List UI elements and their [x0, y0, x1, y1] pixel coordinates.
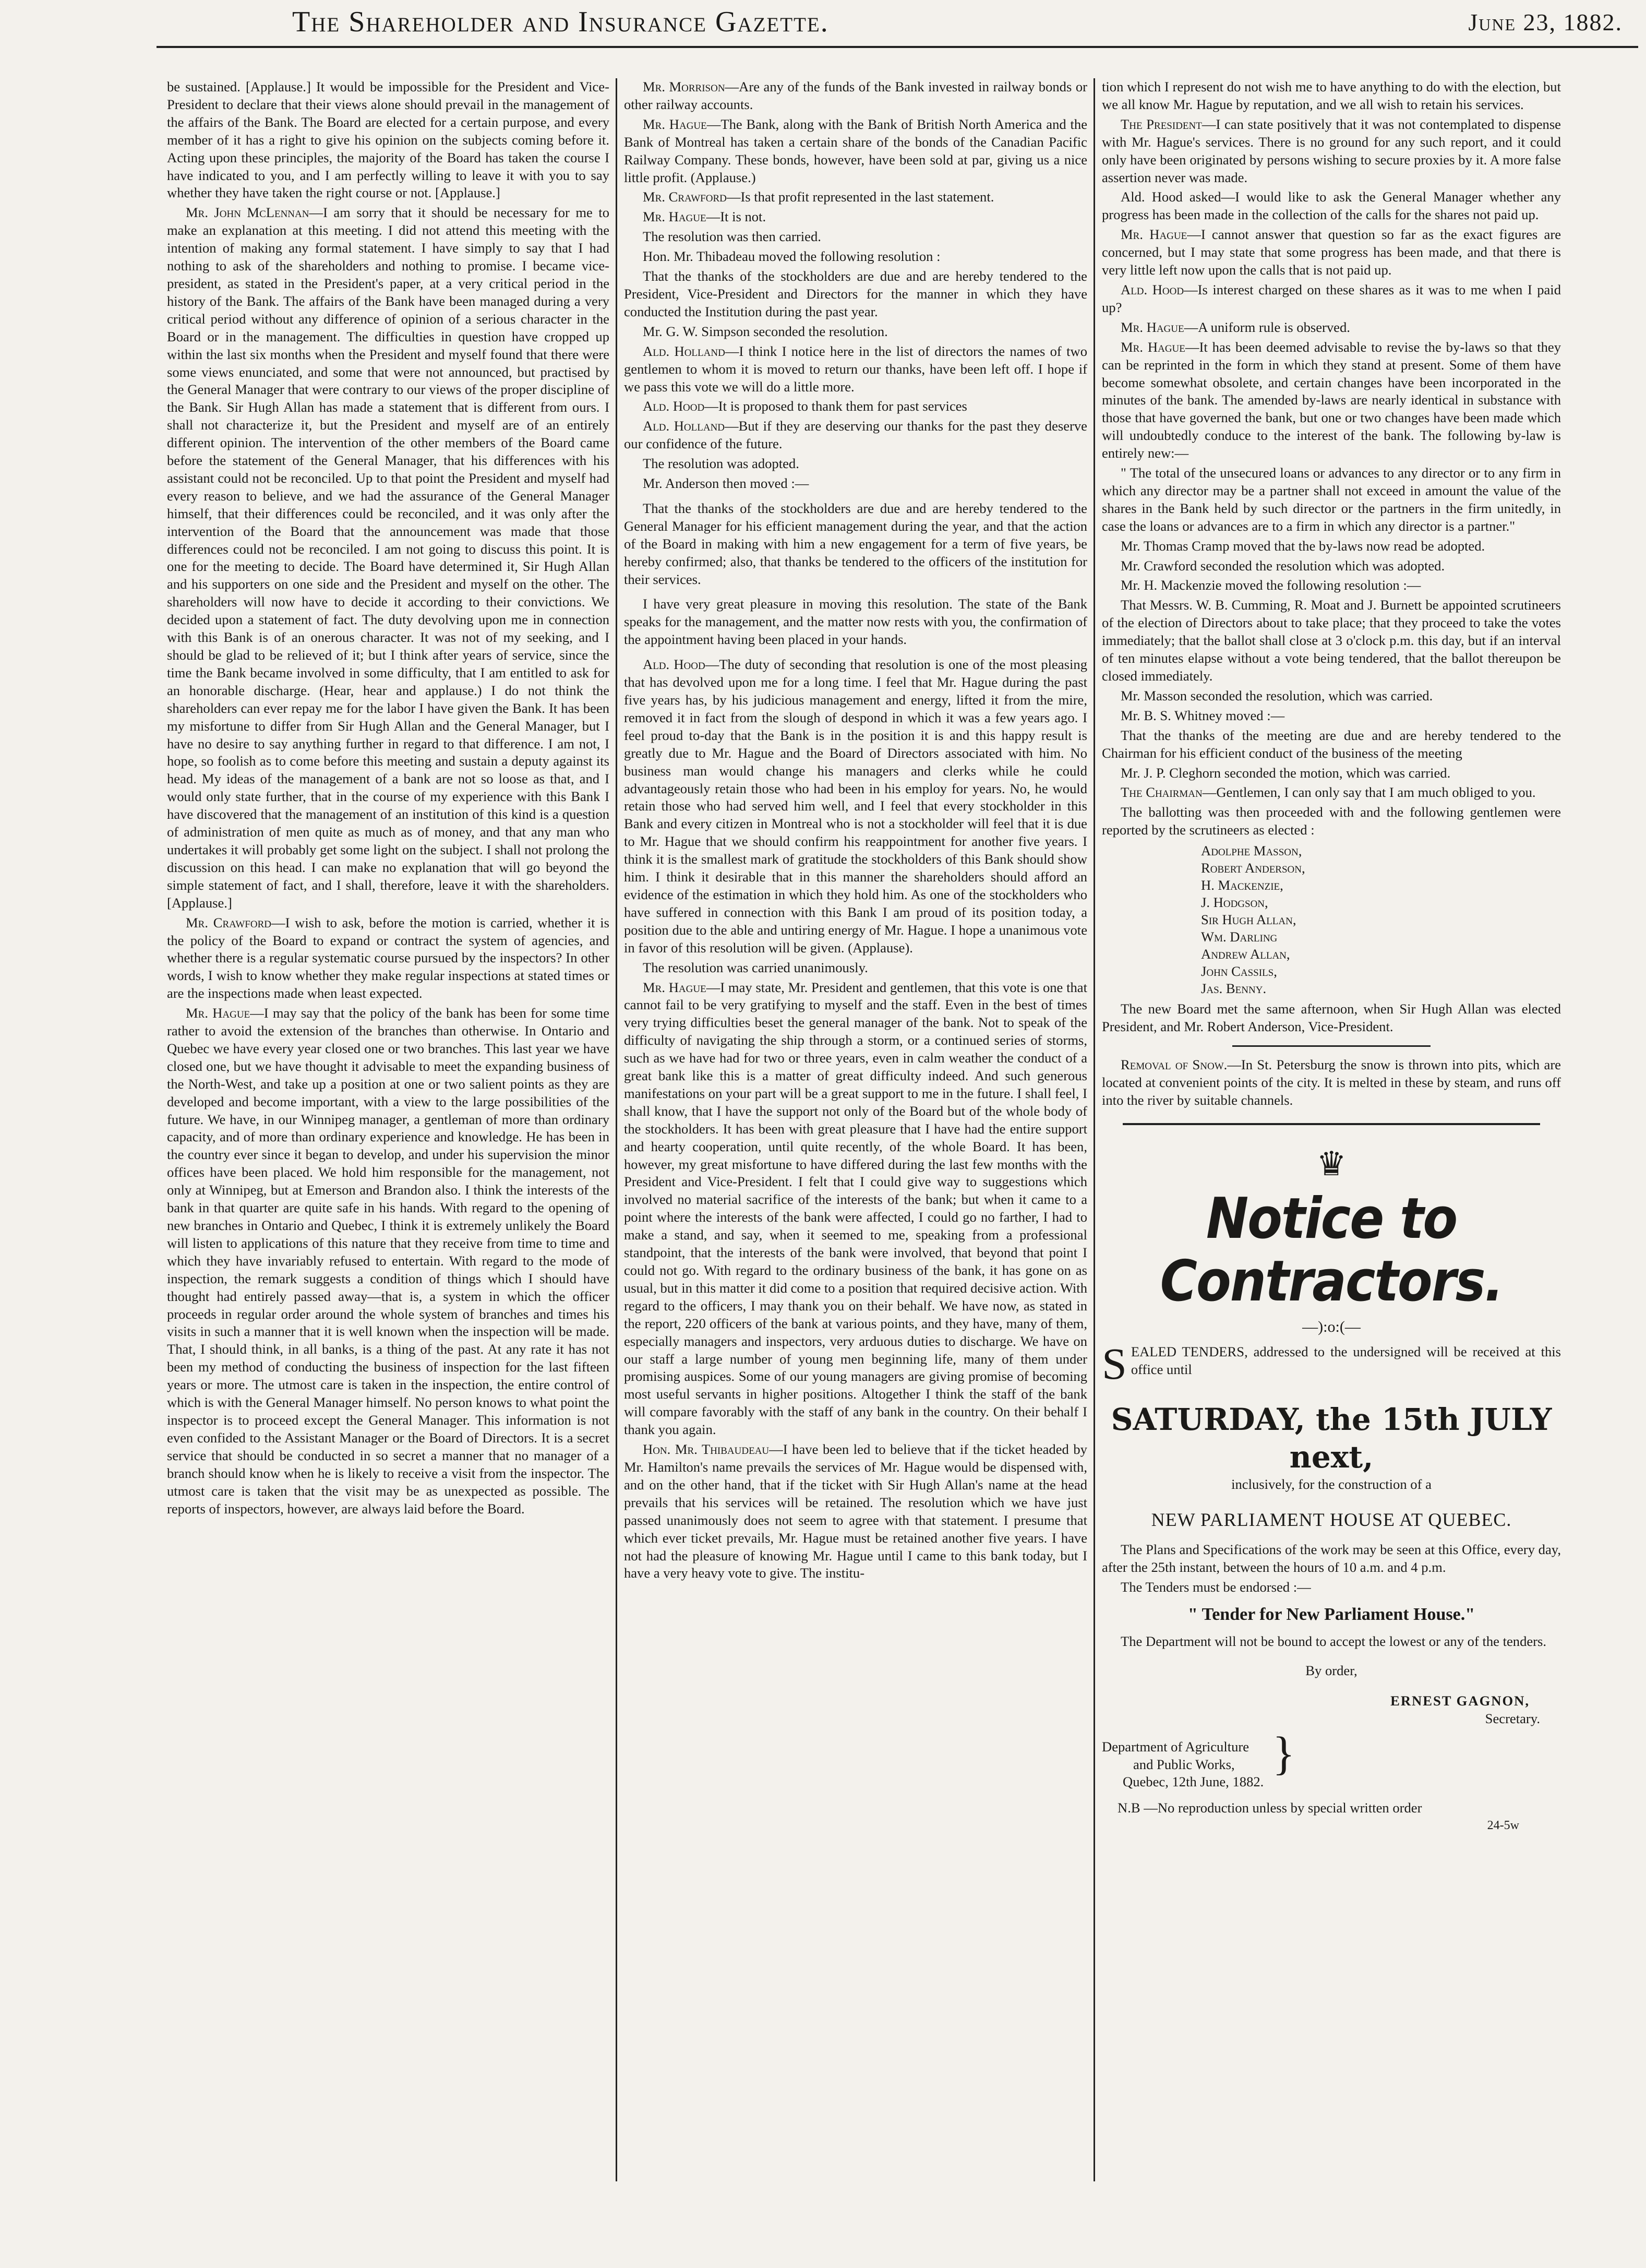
speech: —I may state, Mr. President and gentlemen, that this vote is one that cannot fail to be very gratifying to myself and the staff. Even in the best of times very trying difficulties beset the general manager of the bank. Not to speak of the difficulty of navigating the ship through a storm, or a continued series of storms, such as we have had for two or three years, even in calm weather the conduct of a great bank like this is a matter of great difficulty indeed. And such generous manifestations on your part will be a great support to me in the future. I shall feel, I shall know, that I have the support not only of the Board but of the whole body of the stockholders. It has been with great pleasure that I have had the entire support and hearty cooperation, until quite recently, of the whole Board. It has been, however, my great misfortune to have differed during the last few months with the President and Vice-President. I felt that I could give way to suggestions which involved no material sacrifice of the interests of the bank; but when it came to a point where the interests of the bank were affected, I could go no farther, I had to make a stand, and say, when it seemed to me, speaking from a professional standpoint, that the interests of the bank were involved, that beyond that point I could not go. With regard to the ordinary business of the bank, it has gone on as usual, but in this matter it did come to a position that required decisive action. With regard to the officers, I may thank you on their behalf. We have now, as stated in the report, 220 officers of the bank at various points, and they have, many of them, especially managers and inspectors, very arduous duties to discharge. We have on our staff a large number of young men beginning life, many of them under promising auspices. Some of our young managers are giving promise of becoming most useful servants in higher positions. Altogether I think the staff of the bank will compare favorably with the staff of any bank in the country. On their behalf I thank you again. — [624, 979, 1087, 1438]
speaker-name: The Chairman — [1121, 784, 1203, 801]
paragraph: Mr. B. S. Whitney moved :— — [1121, 707, 1285, 723]
notice-not-bound: The Department will not be bound to accept the lowest or any of the tenders. — [1121, 1633, 1547, 1650]
department-line: and Public Works, — [1133, 1756, 1235, 1772]
speaker-name: Hon. Mr. Thibaudeau — [643, 1441, 770, 1458]
speaker-name: Mr. Hague — [643, 209, 706, 225]
notice-endorsed-label: The Tenders must be endorsed :— — [1121, 1579, 1311, 1595]
speech: —Gentlemen, I can only say that I am much obliged to you. — [1202, 784, 1536, 801]
article-text: —In St. Petersburg the snow is thrown into pits, which are located at convenient points of the city. It is melted in these by steam, and runs off into the river by suitable channels. — [1102, 1056, 1561, 1108]
paragraph: Mr. J. P. Cleghorn seconded the motion, which was carried. — [1121, 765, 1451, 781]
speaker-name: Ald. Hood — [1121, 281, 1184, 297]
paragraph — [167, 204, 609, 912]
speaker-name: Mr. Hague — [643, 116, 707, 132]
newspaper-title: The Shareholder and Insurance Gazette. — [292, 6, 829, 38]
paragraph: Mr. Crawford seconded the resolution which was adopted. — [1121, 557, 1445, 574]
paragraph: I have very great pleasure in moving this resolution. The state of the Bank speaks for the management, and the matter now rests with you, the confirmation of the appointment having been placed in your hands. — [624, 596, 1087, 648]
elected-directors-list — [1201, 842, 1561, 997]
speaker-name: Mr. Morrison — [643, 79, 725, 94]
speaker-name: Mr. Hague — [1121, 226, 1187, 243]
speaker-name: Mr. John McLennan — [186, 205, 309, 221]
paragraph — [624, 78, 1087, 114]
speech: —I can state positively that it was not contemplated to dispense with Mr. Hague's services. There is no ground for any such report, and it could only have been originated by persons wishing to secure proxies by it. A more false assertion never was made. — [1102, 116, 1561, 185]
paragraph — [624, 979, 1087, 1439]
speaker-name: Mr. Crawford — [186, 914, 271, 930]
speech: —It is not. — [706, 209, 766, 225]
resolution-text: That the thanks of the stockholders are due and are hereby tendered to the General Manager for his efficient management during the year, and that the action of the Board in making with him a new engagement for a term of five years, be hereby confirmed; also, that thanks be tendered to the officers of the institution for their services. — [624, 500, 1087, 587]
speech: —Are any of the funds of the Bank invested in railway bonds or other railway accounts. — [624, 79, 1087, 112]
speech: —I cannot answer that question so far as the exact figures are concerned, but I may state that some progress has been made, and that there is very little left now upon the calls that is not paid up. — [1102, 226, 1561, 278]
paragraph — [624, 1441, 1087, 1582]
elected-director: Robert Anderson, — [1201, 860, 1305, 876]
paragraph: Mr. H. Mackenzie moved the following resolution :— — [1121, 577, 1421, 593]
signer-name: ERNEST GAGNON, — [1390, 1692, 1530, 1709]
department-line: Quebec, 12th June, 1882. — [1123, 1774, 1264, 1790]
notice-title: Notice to Contractors. — [1160, 1186, 1503, 1314]
drop-cap: S — [1102, 1343, 1127, 1382]
speaker-name: Ald. Holland — [643, 343, 725, 359]
paragraph: The resolution was then carried. — [643, 229, 821, 245]
elected-director: Adolphe Masson, — [1201, 843, 1302, 859]
resolution-text: That Messrs. W. B. Cumming, R. Moat and J. Burnett be appointed scrutineers of the election of Directors about to take place; that they proceed to take the votes immediately; that the ballot shall close at 3 o'clock p.m. this day, but if an interval of ten minutes elapse without a vote being tendered, that the ballot thereupon be closed immediately. — [1102, 597, 1561, 684]
speech: —It is proposed to thank them for past services — [704, 398, 967, 414]
paragraph — [1102, 281, 1561, 317]
article-heading: Removal of Snow. — [1121, 1056, 1228, 1072]
paragraph — [624, 656, 1087, 957]
paragraph: The resolution was adopted. — [643, 456, 799, 472]
paragraph — [167, 914, 609, 1003]
bylaw-quote: " The total of the unsecured loans or advances to any director or to any firm in which any director may be a partner shall not exceed in amount the value of the shares in the Bank held by such director or the partners in the firm unitedly, in case the loans or advances are to a firm in which any director is a partner." — [1102, 465, 1561, 534]
ad-code: 24-5w — [1487, 1819, 1519, 1833]
paragraph: be sustained. [Applause.] It would be impossible for the President and Vice-President to declare that their views alone should prevail in the management of the affairs of the Bank. The Board are elected for a certain purpose, and every member of it has a right to give his opinion on the subjects coming before it. Acting upon these principles, the majority of the Board has taken the course I have indicated to you, and I am perfectly willing to leave it with you to say whether they have taken the right course or not. [Applause.] — [167, 79, 609, 201]
notice-rule — [1123, 1123, 1540, 1125]
nb-note: N.B —No reproduction unless by special written order — [1118, 1800, 1422, 1816]
speech: —The duty of seconding that resolution is one of the most pleasing that has devolved upon me for a long time. I feel that Mr. Hague during the past five years has, by his judicious management and energy, lifted it from the mire, removed it in fact from the slough of despond in which it was a few years ago. I feel proud to-day that the Bank is in the position it is and this happy result is greatly due to Mr. Hague and the Board of Directors associated with him. No business man would change his managers and clerks while he could advantageously retain those who had been in his employ for years. No, he would retain those who had served him well, and I feel that every stockholder in this Bank and every citizen in Montreal who is not a stockholder will feel that it is due to Mr. Hague that we should confirm his reappointment for another five years. I think it is the smallest mark of gratitude the stockholders of this Bank should show him. I think it desirable that in this manner the shareholders should afford an evidence of the estimation in which they hold him. As one of the stockholders who have suffered in connection with this Bank I am proud of its position today, a position due to the able and untiring energy of Mr. Hague. I hope a unanimous vote in favor of this resolution will be given. (Applause). — [624, 656, 1087, 956]
speech: —Is that profit represented in the last statement. — [726, 189, 994, 205]
paragraph — [624, 188, 1087, 206]
speech: —I am sorry that it should be necessary for me to make an explanation at this meeting. I did not attend this meeting with the intention of making any formal statement. I have simply to say that I had nothing to ask of the shareholders and nothing to promise. I became vice-president, as stated in the President's paper, at a very critical period in the history of the Bank. The affairs of the Bank have been managed during a very critical period without any difference of opinion of a serious character in the Board or in the management. The difficulties in question have cropped up within the last six months when the President and myself found that there were some views enunciated, and some that were not announced, but practised by the General Manager that were contrary to our views of the proper discipline of the Bank. Sir Hugh Allan has made a statement that is different from ours. I shall not characterize it, but the President and myself are of an entirely different opinion. The intervention of the other members of the Board came before the statement of the General Manager, that his differences with his assistant could not be reconciled. Up to that point the President and myself had every reason to believe, and we had the assurance of the General Manager himself, that their differences could be reconciled, and it was only after the intervention of the Board that the announcement was made that those differences could not be reconciled. I am not going to discuss this point. It is one for the meeting to decide. The Board have determined it, Sir Hugh Allan and his supporters on one side and the President and myself on the other. The shareholders will now have to decide it according to their convictions. We decided upon a statement of fact. The duty devolving upon me in connection with this Bank is of an onerous character. It was not of my seeking, and I should be glad to be relieved of it; but I think after years of service, since the time the Bank became involved in some difficulty, that I am entitled to ask for an honorable discharge. (Hear, hear and applause.) I do not think the shareholders can ever repay me for the labor I have given the Bank. It has been my misfortune to differ from Sir Hugh Allan and the General Manager, but I have no desire to say anything further in regard to that difference. I am not, I hope, so foolish as to come before this meeting and sustain a deputy against its head. My ideas of the management of a bank are not so loose as that, and I would only state further, that in the course of my experience with this Bank I have discovered that the management of an institution of this kind is a question of administration of men quite as much as of money, and that any man who undertakes it will probably get some light on the subject. I shall not prolong the discussion on this head. I can make no explanation that will go beyond the simple statement of fact, and I shall, therefore, leave it with the shareholders. [Applause.] — [167, 205, 609, 911]
paragraph: Mr. Anderson then moved :— — [643, 475, 809, 492]
brace-glyph: } — [1272, 1727, 1295, 1780]
paragraph — [1102, 339, 1561, 462]
paragraph — [1102, 784, 1561, 802]
notice-plans: The Plans and Specifications of the work may be seen at this Office, every day, after the 25th instant, between the hours of 10 a.m. and 4 p.m. — [1102, 1542, 1561, 1575]
by-order: By order, — [1305, 1662, 1357, 1678]
speaker-name: Mr. Crawford — [643, 189, 727, 205]
issue-date: June 23, 1882. — [1468, 9, 1623, 35]
elected-director: J. Hodgson, — [1201, 894, 1268, 911]
building-name: NEW PARLIAMENT HOUSE AT QUEBEC. — [1151, 1509, 1512, 1530]
elected-director: John Cassils, — [1201, 963, 1277, 980]
speech: —But if they are deserving our thanks for the past they deserve our confidence of the future. — [624, 418, 1087, 452]
short-rule — [1232, 1045, 1431, 1047]
paragraph: The resolution was carried unanimously. — [643, 959, 868, 975]
speaker-name: Mr. Hague — [1121, 319, 1184, 335]
column-1 — [167, 78, 609, 2223]
speaker-name: Ald. Hood — [643, 656, 705, 673]
column-rule-2 — [1094, 78, 1095, 2181]
paragraph — [624, 417, 1087, 453]
speaker-name: Mr. Hague — [1121, 339, 1185, 355]
paragraph — [1102, 116, 1561, 187]
resolution-text: That the thanks of the stockholders are due and are hereby tendered to the President, Vice-President and Directors for the manner in which they have conducted the Institution during the past year. — [624, 268, 1087, 319]
elected-director: Jas. Benny. — [1201, 981, 1267, 997]
paragraph — [1102, 319, 1561, 337]
paragraph: Mr. G. W. Simpson seconded the resolution. — [643, 323, 888, 339]
department-line: Department of Agriculture — [1102, 1738, 1249, 1754]
paragraph — [1102, 1056, 1561, 1109]
paragraph: Mr. Masson seconded the resolution, which was carried. — [1121, 687, 1433, 703]
column-3 — [1102, 78, 1561, 2223]
paragraph: Mr. Thomas Cramp moved that the by-laws now read be adopted. — [1121, 538, 1485, 554]
speech: —A uniform rule is observed. — [1184, 319, 1350, 335]
notice-inclusive: inclusively, for the construction of a — [1231, 1476, 1432, 1492]
speech: —It has been deemed advisable to revise the by-laws so that they can be reprinted in the form in which they stand at present. Some of them have become somewhat obsolete, and certain changes have been incorporated in the minutes of the bank. The amended by-laws are nearly identical in substance with those that have governed the bank, but one or two changes have been made which will undoubtedly conduce to the interest of the bank. The following by-law is entirely new:— — [1102, 339, 1561, 461]
paragraph — [167, 1005, 609, 1518]
masthead — [292, 5, 1638, 40]
contractors-notice — [1102, 1146, 1561, 1835]
paragraph: Hon. Mr. Thibadeau moved the following resolution : — [643, 248, 941, 265]
paragraph — [1102, 226, 1561, 279]
elected-director: Sir Hugh Allan, — [1201, 912, 1296, 928]
speaker-name: The President — [1121, 116, 1202, 132]
elected-director: Andrew Allan, — [1201, 946, 1290, 962]
masthead-rule — [157, 46, 1638, 48]
speaker-name: Ald. Holland — [643, 418, 725, 434]
speech: —I wish to ask, before the motion is carried, whether it is the policy of the Board to expand or contract the system of agencies, and whether there is a regular systematic course pursued by the inspectors? In other words, I wish to know whether they make regular inspections at stated times or are the inspections made when least expected. — [167, 914, 609, 1001]
notice-lead — [1102, 1343, 1561, 1382]
speaker-name: Mr. Hague — [643, 979, 706, 995]
signer-title: Secretary. — [1485, 1710, 1540, 1726]
speaker-name: Mr. Hague — [186, 1005, 250, 1021]
paragraph: Ald. Hood asked—I would like to ask the General Manager whether any progress has been made in the collection of the calls for the shares not paid up. — [1102, 189, 1561, 223]
paragraph: The ballotting was then proceeded with and the following gentlemen were reported by the scrutineers as elected : — [1102, 804, 1561, 838]
speech: —I think I notice here in the list of directors the names of two gentlemen to whom it is moved to return our thanks, have been left off. I hope if we pass this vote we will do a little more. — [624, 343, 1087, 395]
elected-director: Wm. Darling — [1201, 929, 1278, 945]
column-2 — [624, 78, 1087, 2223]
resolution-text: That the thanks of the meeting are due and are hereby tendered to the Chairman for his efficient conduct of the business of the meeting — [1102, 727, 1561, 761]
column-rule-1 — [616, 78, 617, 2181]
endorsement-text: " Tender for New Parliament House." — [1187, 1605, 1475, 1625]
speech: —Is interest charged on these shares as it was to me when I paid up? — [1102, 281, 1561, 315]
speech: —I may say that the policy of the bank has been for some time rather to avoid the extension of the branches than otherwise. In Ontario and Quebec we have every year closed one or two branches. This last year we have closed one, but we have thought it advisable to meet the expanding business of the North-West, and take up a position at one or two salient points as they are developed and become important, with a view to the large possibilities of the future. We have, in our Winnipeg manager, a gentleman of more than ordinary capacity, and of more than ordinary experience and knowledge. He has been in the country ever since it began to develop, and under his supervision the minor offices have been placed. We hold him responsible for the management, not only at Winnipeg, but at Emerson and Brandon also. I think the interests of the bank in that quarter are quite safe in his hands. With regard to the opening of new branches in Ontario and Quebec, I think it is extremely unlikely the Board will listen to applications of this nature that they receive from time to time and which they have invariably refused to entertain. With regard to the mode of inspection, the remark suggests a condition of things which I should have thought had entirely passed away—that is, a system in which the officer proceeds in regular order around the whole system of branches and times his visits in such a manner that it is well known when the inspection will be made. That, I should think, in all banks, is a thing of the past. At any rate it has not been my method of conducting the business of inspection for the last fifteen years or more. The utmost care is taken in the inspection, the entire control of which is with the General Manager himself. No person knows to what point the inspector is to proceed except the General Manager. This information is not even confided to the Assistant Manager or the Board of Directors. It is a secret service that should be conducted in so secret a manner that no manager of a branch should know when he is likely to receive a visit from the inspector. The utmost care is taken that the visit may be as unexpected as possible. The reports of inspectors, however, are always laid before the Board. — [167, 1005, 609, 1517]
crest-icon: ♛ — [1316, 1145, 1347, 1183]
ornament: —):o:(— — [1302, 1318, 1361, 1335]
paragraph — [624, 208, 1087, 226]
paragraph — [624, 398, 1087, 415]
speaker-name: Ald. Hood — [643, 398, 705, 414]
department-address — [1102, 1727, 1561, 1792]
tender-deadline: SATURDAY, the 15th JULY next, — [1111, 1401, 1552, 1475]
paragraph — [624, 116, 1087, 187]
speech: —The Bank, along with the Bank of British North America and the Bank of Montreal has taken a certain share of the bonds of the Canadian Pacific Railway Company. These bonds, however, have been sold at par, giving us a nice little profit. (Applause.) — [624, 116, 1087, 185]
elected-director: H. Mackenzie, — [1201, 877, 1283, 893]
speech: —I have been led to believe that if the ticket headed by Mr. Hamilton's name prevails the services of Mr. Hague would be dispensed with, and on the other hand, that if the ticket with Sir Hugh Allan's name at the head prevails that his services will be retained. The resolution which we have just passed unanimously does not seem to agree with that statement. I presume that which ever ticket prevails, Mr. Hague must be retained another five years. I have not had the pleasure of knowing Mr. Hague until I came to this bank today, but I have a very heavy vote to give. The institu- — [624, 1441, 1087, 1581]
notice-lead-text: EALED TENDERS, addressed to the undersigned will be received at this office until — [1131, 1343, 1561, 1377]
paragraph: The new Board met the same afternoon, when Sir Hugh Allan was elected President, and Mr. Robert Anderson, Vice-President. — [1102, 1001, 1561, 1035]
paragraph: tion which I represent do not wish me to have anything to do with the election, but we all know Mr. Hague by reputation, and we all wish to retain his services. — [1102, 79, 1561, 112]
paragraph — [624, 343, 1087, 396]
